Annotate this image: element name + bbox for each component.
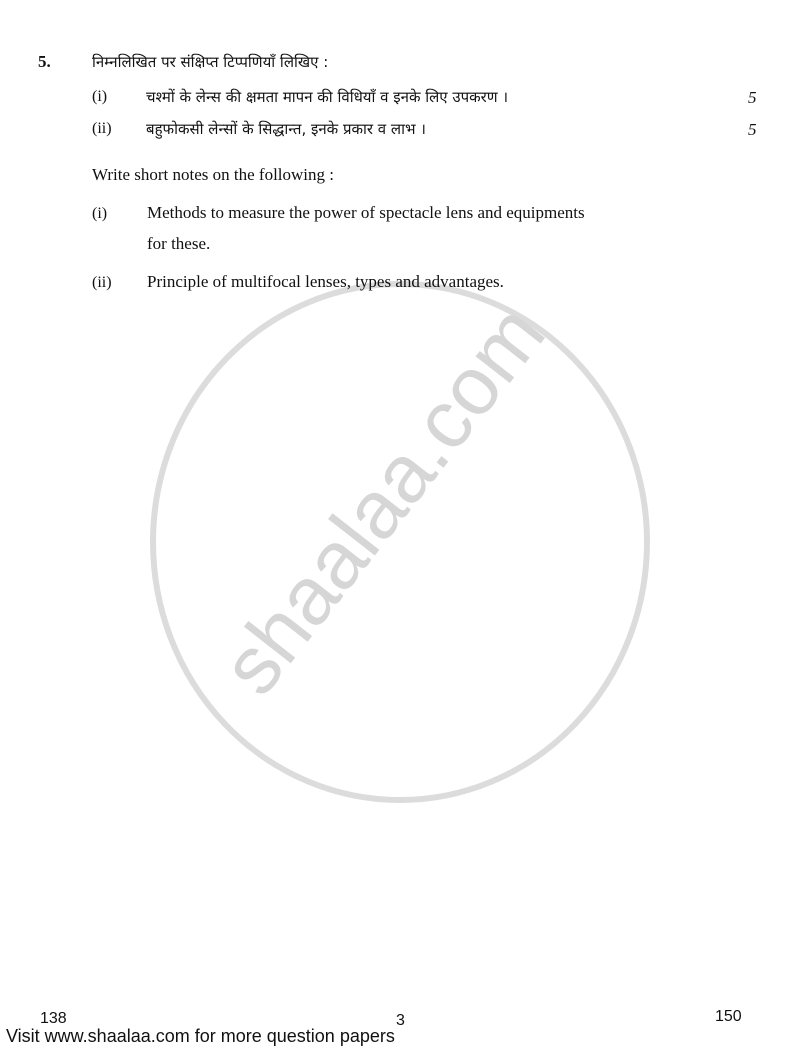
hindi-instruction: निम्नलिखित पर संक्षिप्त टिप्पणियाँ लिखिए : (92, 53, 329, 71)
hindi-part-text: चश्मों के लेन्स की क्षमता मापन की विधियाँ व इनके लिए उपकरण । (146, 88, 509, 106)
english-part-label: (i) (92, 205, 108, 222)
hindi-part-label: (i) (92, 88, 108, 105)
page-number: 3 (396, 1012, 405, 1029)
hindi-part-label: (ii) (92, 120, 112, 137)
watermark-text: shaalaa.com (204, 288, 563, 712)
hindi-part-text: बहुफोकसी लेन्सों के सिद्धान्त, इनके प्रकार व लाभ । (146, 120, 426, 138)
website-banner-link[interactable]: Visit www.shaalaa.com for more question papers (6, 1026, 395, 1046)
english-part-label: (ii) (92, 274, 112, 291)
english-part-text: Principle of multifocal lenses, types and advantages. (147, 272, 504, 291)
marks-value: 5 (748, 120, 757, 139)
question-number: 5. (38, 52, 51, 71)
marks-value: 5 (748, 88, 757, 107)
english-part-text-continued: for these. (147, 234, 211, 253)
english-instruction: Write short notes on the following : (92, 165, 335, 184)
watermark-circle (153, 284, 647, 800)
english-part-text: Methods to measure the power of spectacle lens and equipments (147, 203, 585, 222)
footer-left-code: 138 (40, 1010, 67, 1027)
footer-right-code: 150 (715, 1008, 742, 1025)
